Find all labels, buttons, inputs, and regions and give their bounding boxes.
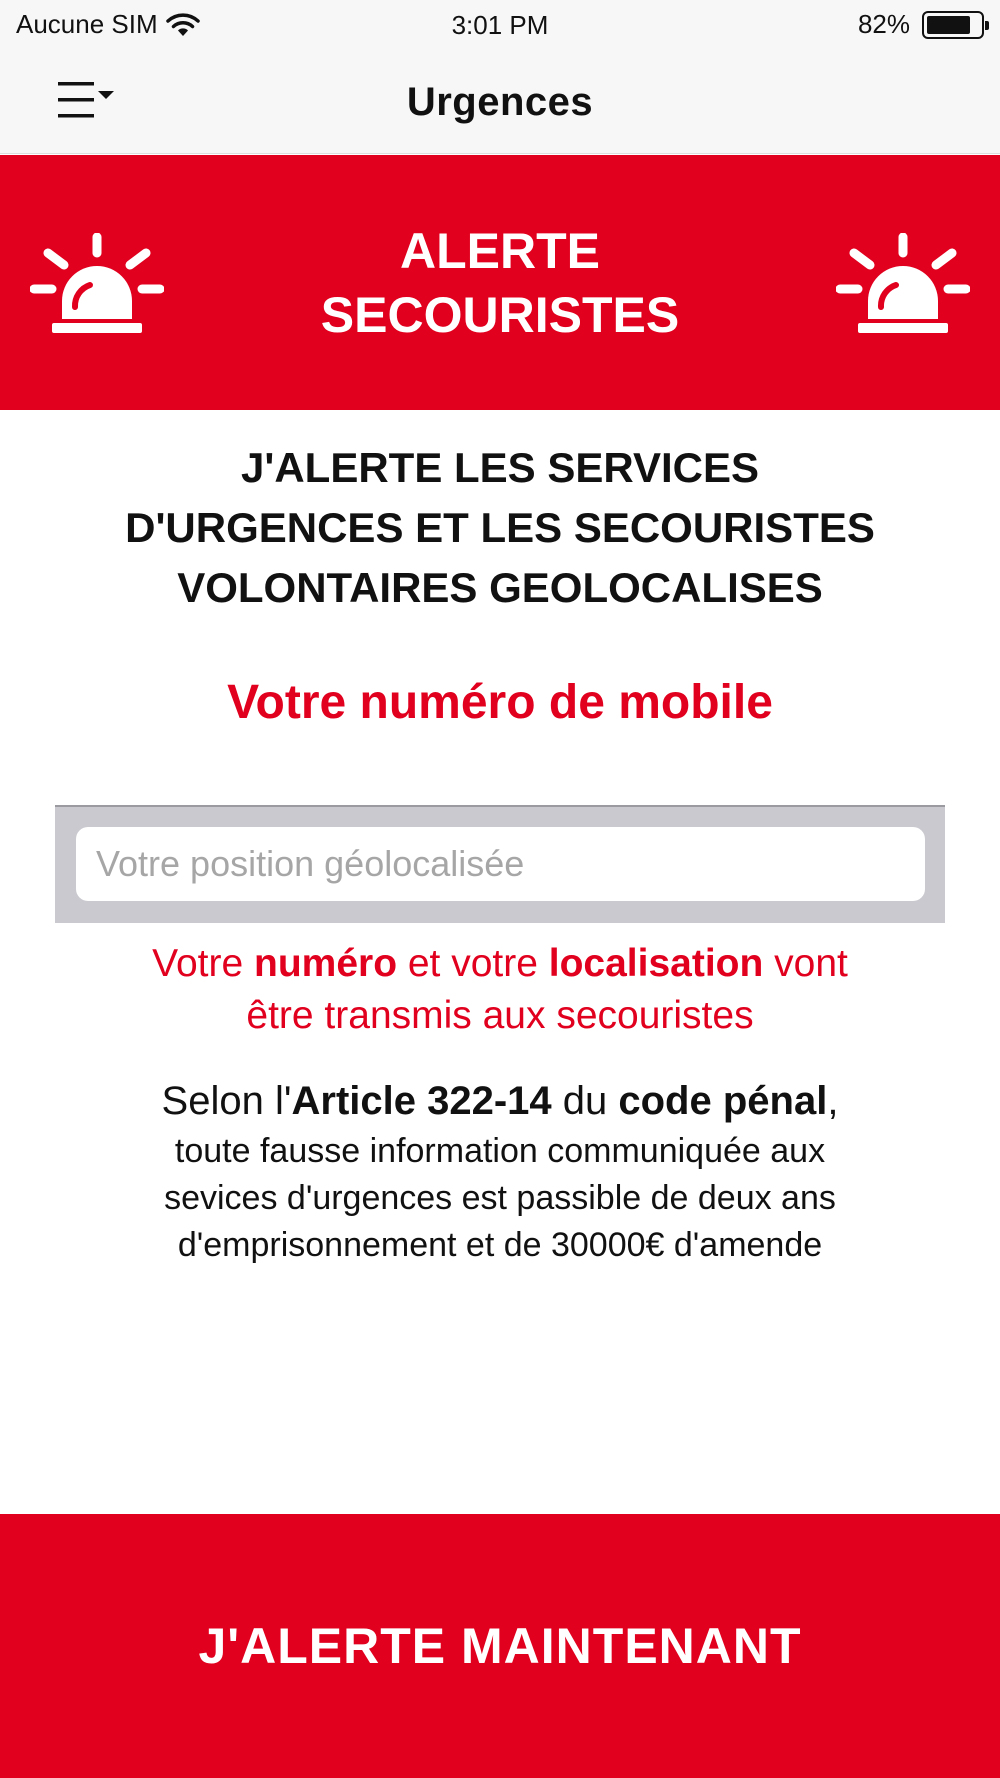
location-input[interactable] xyxy=(76,827,925,901)
legal-code-emphasis: code pénal xyxy=(618,1079,828,1123)
headline-line1: J'ALERTE LES SERVICES xyxy=(240,444,759,491)
notice-number-emphasis: numéro xyxy=(254,942,398,985)
notice-text: et votre xyxy=(397,942,549,985)
page-title: Urgences xyxy=(406,80,594,124)
notice-text: vont xyxy=(763,942,848,985)
banner-title-line2: SECOURISTES xyxy=(320,287,680,343)
legal-line4: d'emprisonnement et de 30000€ d'amende xyxy=(177,1226,823,1264)
legal-line1 xyxy=(40,1074,960,1128)
legal-line3: sevices d'urgences est passible de deux ans xyxy=(164,1179,836,1217)
battery-percent: 82% xyxy=(857,9,910,39)
battery-icon xyxy=(922,11,984,39)
alert-banner xyxy=(0,155,1000,410)
headline-line3: VOLONTAIRES GEOLOCALISES xyxy=(177,564,823,611)
notice-text: Votre xyxy=(152,942,255,985)
carrier-label: Aucune SIM xyxy=(16,9,158,39)
legal-text: du xyxy=(551,1079,619,1123)
navigation-bar xyxy=(0,50,1000,154)
notice-line1 xyxy=(40,938,960,990)
banner-title xyxy=(200,219,800,347)
battery-status xyxy=(858,9,984,40)
legal-text: , xyxy=(827,1079,839,1123)
headline-line2: D'URGENCES ET LES SECOURISTES xyxy=(125,504,875,551)
legal-line2: toute fausse information communiquée aux xyxy=(174,1132,826,1170)
headline xyxy=(40,438,960,618)
legal-warning xyxy=(40,1074,960,1269)
banner-title-line1: ALERTE xyxy=(400,223,600,279)
siren-icon xyxy=(836,233,970,337)
transmission-notice xyxy=(40,938,960,1042)
location-input-container xyxy=(55,805,945,923)
notice-line2: être transmis aux secouristes xyxy=(246,994,754,1037)
legal-article-emphasis: Article 322-14 xyxy=(291,1079,552,1123)
status-time: 3:01 PM xyxy=(451,10,549,40)
siren-icon xyxy=(30,233,164,337)
status-bar xyxy=(0,0,1000,50)
mobile-number-label[interactable]: Votre numéro de mobile xyxy=(227,676,773,729)
notice-location-emphasis: localisation xyxy=(548,942,764,985)
battery-fill xyxy=(927,16,970,34)
alert-now-button[interactable]: J'ALERTE MAINTENANT xyxy=(0,1514,1000,1778)
legal-text: Selon l' xyxy=(161,1079,292,1123)
